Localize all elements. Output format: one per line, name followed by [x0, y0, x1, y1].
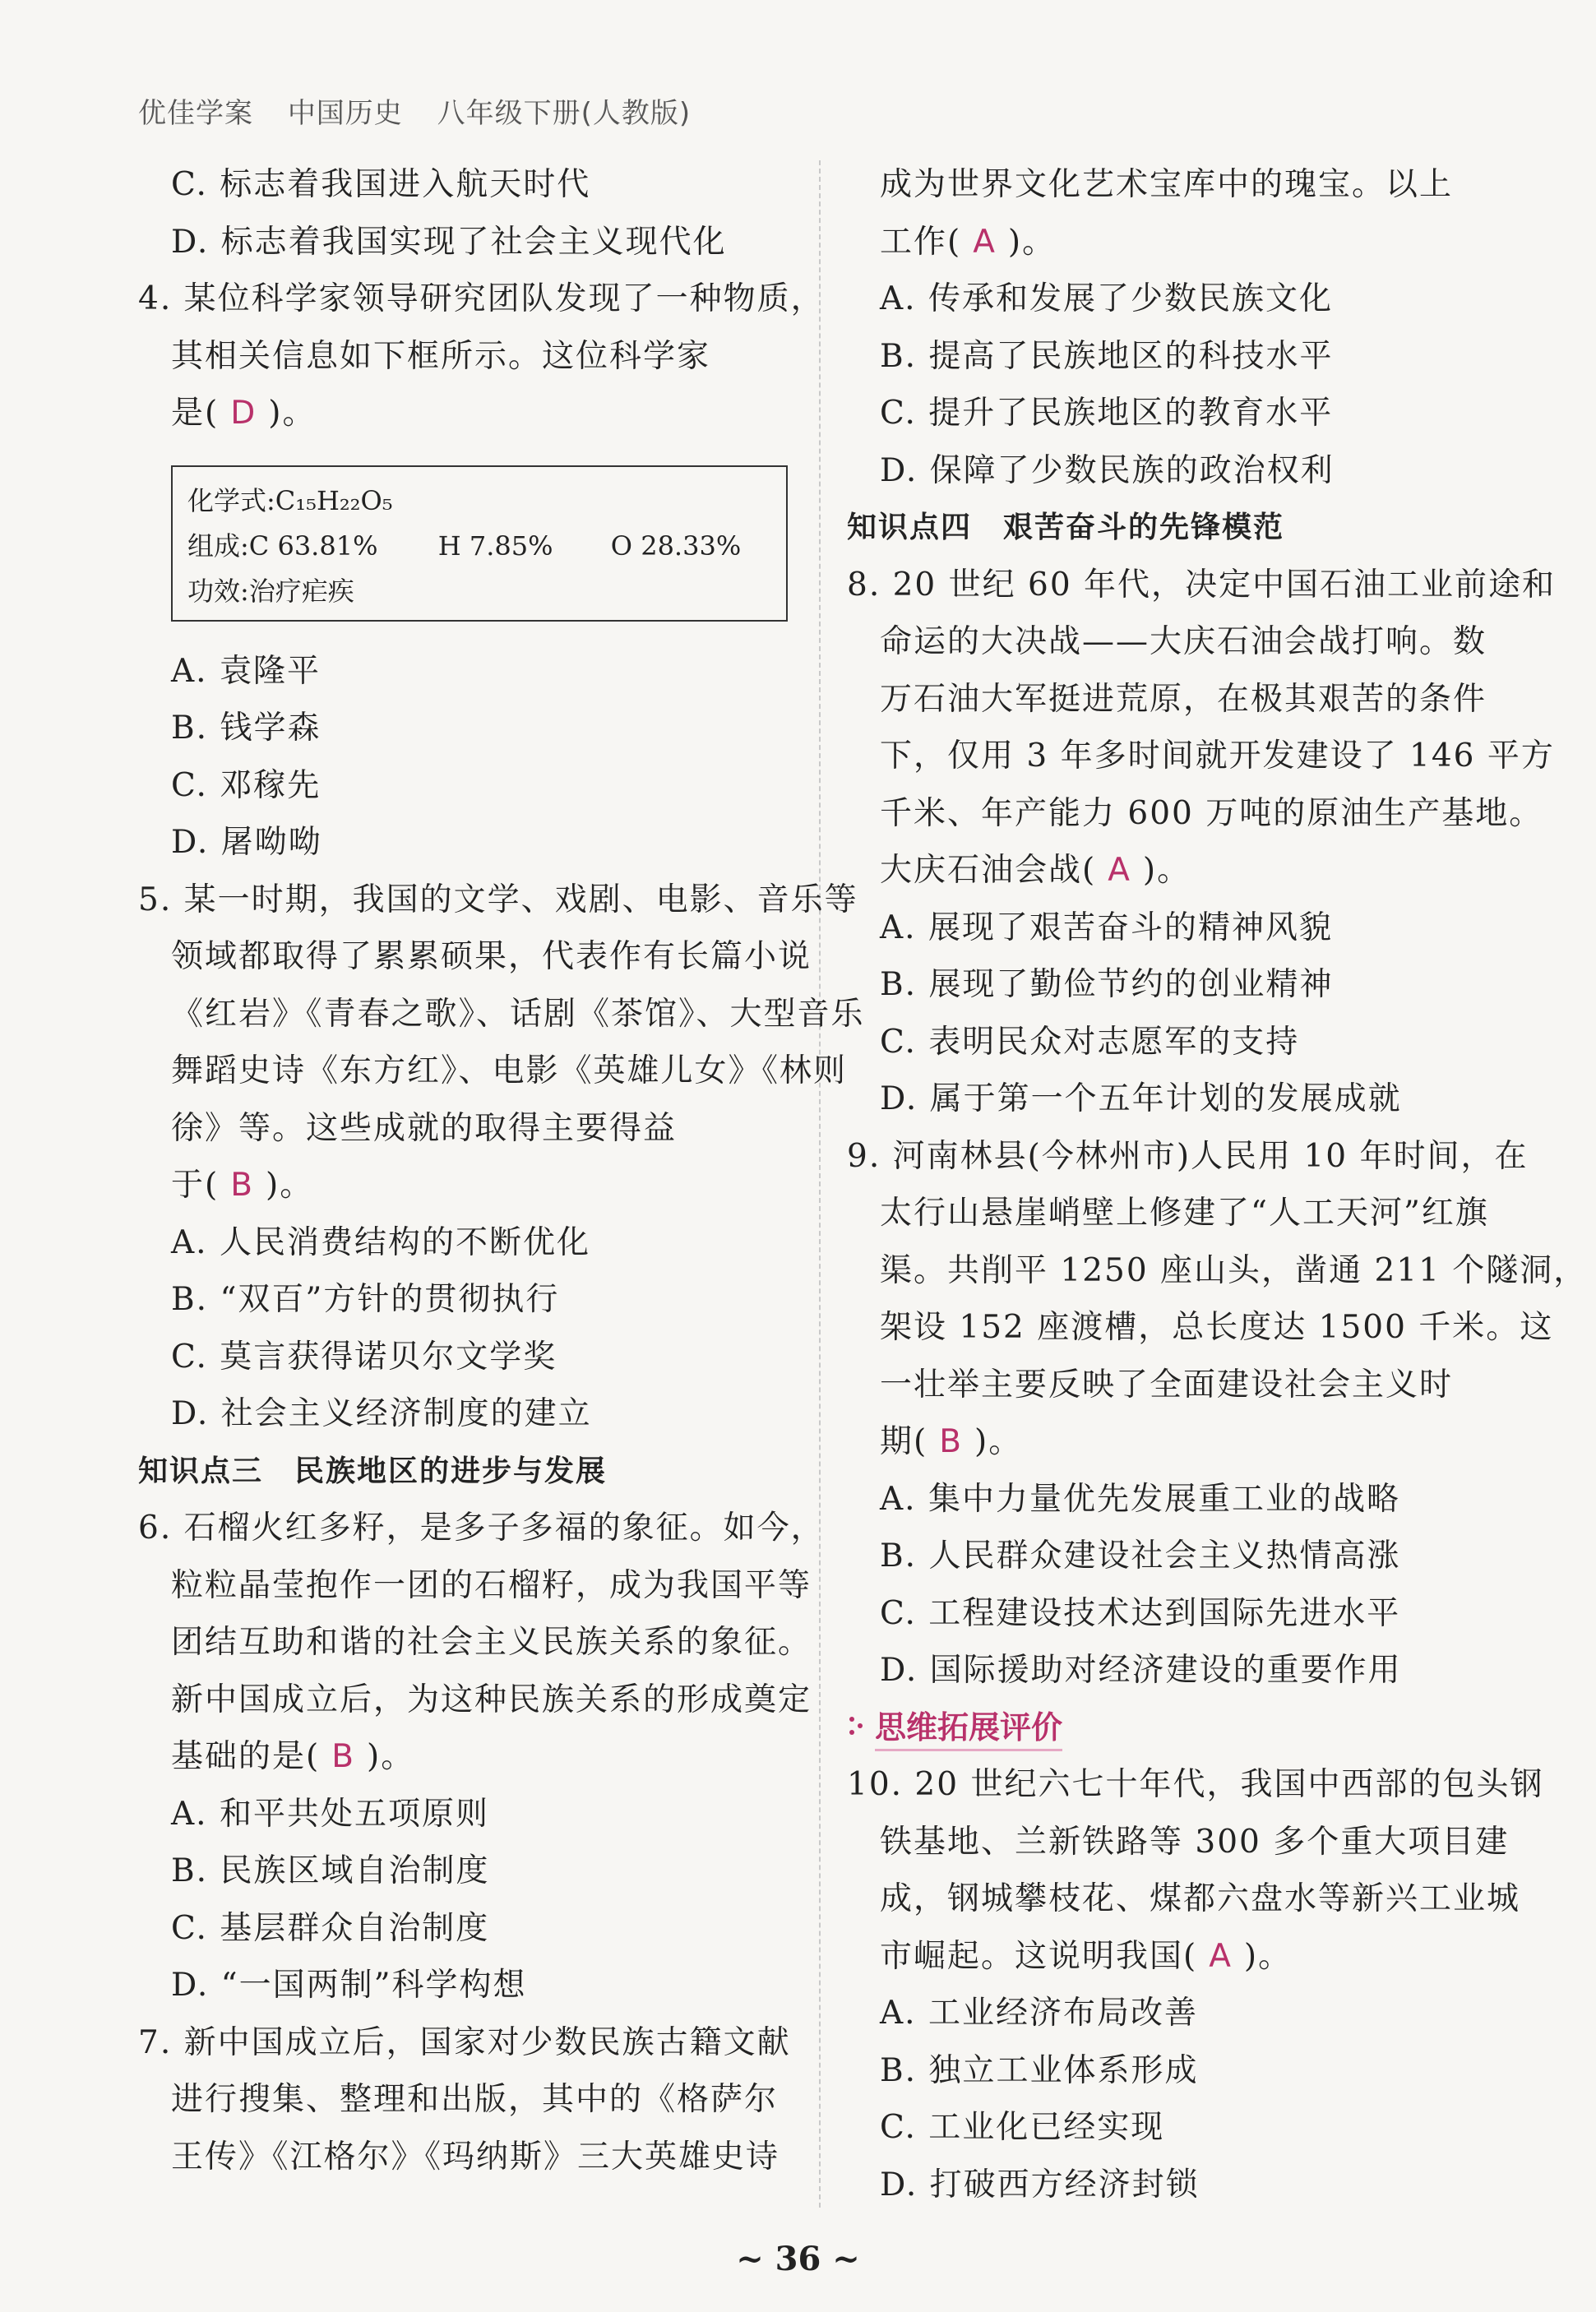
text-line — [847, 2099, 1505, 2157]
line-text: D. “一国两制”科学构想 — [171, 1967, 527, 2004]
section-heading — [138, 1443, 796, 1500]
line-text: B. 独立工业体系形成 — [880, 2051, 1199, 2089]
line-text: C. 标志着我国进入航天时代 — [171, 166, 591, 203]
text-line — [847, 1814, 1510, 1871]
text-line — [847, 1528, 1505, 1585]
section-heading — [847, 499, 1505, 557]
line-text: 6. 石榴火红多籽，是多子多福的象征。如今， — [138, 1510, 825, 1547]
oxygen-value: O 28.33% — [610, 529, 742, 562]
line-text: B. 展现了勤俭节约的创业精神 — [880, 966, 1334, 1003]
line-text: 渠。共削平 1250 座山头，凿通 211 个隧洞， — [880, 1251, 1588, 1289]
line-text: D. 属于第一个五年计划的发展成就 — [880, 1080, 1402, 1117]
line-text: 王传》《江格尔》《玛纳斯》三大英雄史诗 — [171, 2138, 780, 2176]
text-line — [138, 1271, 796, 1329]
text-line — [138, 757, 796, 815]
text-line — [138, 385, 796, 442]
line-text: 7. 新中国成立后，国家对少数民族古籍文献 — [138, 2023, 791, 2061]
effect-text: 功效:治疗疟疾 — [187, 575, 354, 607]
formula-label: 化学式: — [187, 484, 275, 516]
question-line — [138, 2014, 796, 2072]
text-line — [847, 1070, 1505, 1128]
text-line — [847, 328, 1505, 386]
text-line — [138, 1614, 812, 1672]
line-text: B. 人民群众建设社会主义热情高涨 — [880, 1537, 1401, 1574]
line-text: A. 和平共处五项原则 — [171, 1795, 489, 1833]
line-text: 于( — [171, 1167, 220, 1204]
composition-label: 组成: — [187, 529, 249, 562]
line-text: D. 打破西方经济封锁 — [880, 2166, 1200, 2203]
line-text: C. 表明民众对志愿军的支持 — [880, 1023, 1300, 1061]
answer-letter: B — [331, 1738, 355, 1775]
text-line — [847, 1985, 1505, 2042]
dots-icon — [847, 1714, 867, 1739]
text-line — [847, 1014, 1505, 1071]
line-text: 领域都取得了累累硕果，代表作有长篇小说 — [171, 938, 812, 975]
line-text: 《红岩》《青春之歌》、话剧《茶馆》、大型音乐 — [171, 995, 865, 1033]
text-line — [138, 814, 796, 872]
line-text: 4. 某位科学家领导研究团队发现了一种物质， — [138, 280, 825, 317]
page-number: ~ 36 ~ — [736, 2240, 860, 2278]
right-column — [847, 156, 1588, 2213]
line-text: B. 民族区域自治制度 — [171, 1852, 490, 1889]
text-line — [138, 700, 796, 757]
line-text: 5. 某一时期，我国的文学、戏剧、电影、音乐等 — [138, 881, 858, 918]
text-line — [847, 1928, 1505, 1986]
text-line — [847, 1870, 1521, 1928]
text-line — [138, 1100, 796, 1158]
line-text: 9. 河南林县(今林州市)人民用 10 年时间，在 — [847, 1137, 1529, 1175]
line-end: )。 — [1007, 223, 1057, 261]
left-column — [138, 156, 865, 2185]
text-line — [138, 2129, 796, 2186]
text-line — [847, 842, 1505, 899]
line-text: 团结互助和谐的社会主义民族关系的象征。 — [171, 1624, 812, 1661]
text-line — [847, 2157, 1505, 2214]
text-line — [847, 1357, 1505, 1414]
book-title: 优佳学案 — [138, 97, 253, 130]
text-line — [847, 671, 1505, 728]
answer-letter: A — [1209, 1937, 1233, 1975]
line-end: )。 — [366, 1738, 415, 1775]
line-text: 架设 152 座渡槽，总长度达 1500 千米。这 — [880, 1309, 1554, 1346]
question-line — [138, 271, 825, 328]
text-line — [847, 1185, 1505, 1242]
answer-letter: D — [230, 395, 257, 432]
line-text: 8. 20 世纪 60 年代，决定中国石油工业前途和 — [847, 566, 1557, 603]
text-line — [138, 2071, 796, 2129]
text-line — [847, 156, 1505, 214]
line-text: 千米、年产能力 600 万吨的原油生产基地。 — [880, 794, 1543, 832]
line-text: 知识点三 民族地区的进步与发展 — [138, 1454, 608, 1488]
line-text: B. “双百”方针的贯彻执行 — [171, 1281, 560, 1318]
line-text: 市崛起。这说明我国( — [880, 1937, 1198, 1975]
text-line — [138, 1672, 812, 1729]
text-line — [847, 1642, 1505, 1699]
text-line — [138, 1385, 796, 1443]
answer-letter: A — [1108, 852, 1131, 889]
text-line — [847, 271, 1505, 328]
line-end: )。 — [1142, 852, 1191, 889]
text-line — [847, 1471, 1505, 1528]
hydrogen-value: H 7.85% — [437, 529, 553, 562]
text-line — [847, 214, 1505, 271]
extension-heading-text: 思维拓展评价 — [875, 1709, 1062, 1751]
text-line — [847, 442, 1505, 500]
question-line — [847, 1756, 1544, 1814]
line-text: A. 人民消费结构的不断优化 — [171, 1223, 590, 1261]
text-line — [847, 899, 1505, 957]
line-text: D. 保障了少数民族的政治权利 — [880, 451, 1335, 489]
text-line — [847, 1299, 1554, 1357]
line-end: )。 — [265, 1167, 314, 1204]
line-text: 工作( — [880, 223, 962, 261]
line-text: 舞蹈史诗《东方红》、电影《英雄儿女》《林则 — [171, 1052, 848, 1089]
text-line — [847, 2042, 1505, 2100]
line-text: D. 屠呦呦 — [171, 824, 322, 861]
text-line — [138, 1786, 796, 1843]
line-text: C. 邓稼先 — [171, 766, 322, 804]
text-line — [138, 643, 796, 701]
line-text: 徐》等。这些成就的取得主要得益 — [171, 1109, 678, 1147]
text-line — [138, 156, 796, 214]
line-text: 一壮举主要反映了全面建设社会主义时 — [880, 1366, 1454, 1403]
text-line — [847, 728, 1555, 785]
answer-letter: A — [973, 223, 997, 261]
text-line — [847, 613, 1505, 671]
text-line — [138, 1728, 796, 1786]
line-text: B. 钱学森 — [171, 710, 322, 747]
line-text: A. 传承和发展了少数民族文化 — [880, 280, 1333, 317]
line-text: D. 国际援助对经济建设的重要作用 — [880, 1652, 1402, 1689]
text-line — [138, 928, 812, 986]
line-text: 下，仅用 3 年多时间就开发建设了 146 平方 — [880, 738, 1555, 775]
line-end: )。 — [268, 395, 317, 432]
answer-letter: B — [939, 1423, 963, 1460]
answer-letter: B — [230, 1167, 254, 1204]
line-text: 太行山悬崖峭壁上修建了“人工天河”红旗 — [880, 1195, 1489, 1232]
line-text: 基础的是( — [171, 1738, 321, 1775]
line-text: 期( — [880, 1423, 928, 1460]
text-line — [847, 1413, 1505, 1471]
line-text: A. 展现了艰苦奋斗的精神风貌 — [880, 909, 1333, 946]
text-line — [138, 214, 796, 271]
line-text: 新中国成立后，为这种民族关系的形成奠定 — [171, 1681, 812, 1718]
text-line — [847, 1585, 1505, 1643]
grade-title: 八年级下册(人教版) — [437, 97, 692, 130]
line-text: 其相关信息如下框所示。这位科学家 — [171, 337, 711, 375]
text-line — [138, 1329, 796, 1386]
line-text: A. 工业经济布局改善 — [880, 1995, 1198, 2032]
question-line — [847, 1128, 1529, 1186]
line-text: C. 工业化已经实现 — [880, 2109, 1165, 2146]
line-text: 大庆石油会战( — [880, 852, 1097, 889]
text-line — [138, 1843, 796, 1900]
column-divider — [819, 160, 821, 2208]
line-text: 进行搜集、整理和出版，其中的《格萨尔 — [171, 2081, 779, 2118]
line-text: 命运的大决战——大庆石油会战打响。数 — [880, 623, 1487, 660]
text-line — [138, 1957, 796, 2014]
text-line — [138, 1043, 848, 1100]
line-text: 粒粒晶莹抱作一团的石榴籽，成为我国平等 — [171, 1566, 812, 1604]
text-line — [847, 1242, 1588, 1300]
carbon-value: C 63.81% — [248, 529, 378, 562]
question-line — [138, 1500, 825, 1557]
text-line — [847, 956, 1505, 1014]
question-line — [138, 872, 858, 929]
text-line — [138, 328, 796, 386]
text-line — [847, 785, 1543, 843]
line-end: )。 — [974, 1423, 1023, 1460]
line-text: 成为世界文化艺术宝库中的瑰宝。以上 — [880, 166, 1454, 203]
formula: C₁₅H₂₂O₅ — [275, 484, 393, 516]
line-text: 知识点四 艰苦奋斗的先锋模范 — [847, 511, 1285, 544]
text-line — [847, 385, 1505, 442]
text-line — [138, 1214, 796, 1272]
line-text: 10. 20 世纪六七十年代，我国中西部的包头钢 — [847, 1766, 1544, 1803]
text-line — [138, 986, 865, 1043]
line-text: 铁基地、兰新铁路等 300 多个重大项目建 — [880, 1823, 1510, 1861]
line-text: 万石油大军挺进荒原，在极其艰苦的条件 — [880, 680, 1487, 718]
info-box — [171, 465, 788, 622]
line-text: C. 基层群众自治制度 — [171, 1909, 490, 1947]
extension-heading — [847, 1699, 1505, 1757]
text-line — [138, 1900, 796, 1958]
line-text: D. 社会主义经济制度的建立 — [171, 1395, 592, 1432]
line-text: A. 集中力量优先发展重工业的战略 — [880, 1480, 1400, 1518]
line-text: D. 标志着我国实现了社会主义现代化 — [171, 223, 727, 261]
text-line — [138, 1157, 796, 1214]
line-text: A. 袁隆平 — [171, 652, 321, 690]
line-text: C. 莫言获得诺贝尔文学奖 — [171, 1338, 557, 1376]
text-line — [138, 1557, 812, 1615]
line-text: 成，钢城攀枝花、煤都六盘水等新兴工业城 — [880, 1880, 1521, 1917]
line-end: )。 — [1243, 1937, 1293, 1975]
line-text: C. 提升了民族地区的教育水平 — [880, 395, 1334, 432]
question-line — [847, 557, 1557, 614]
running-header — [138, 90, 715, 131]
line-text: 是( — [171, 395, 220, 432]
line-text: B. 提高了民族地区的科技水平 — [880, 337, 1334, 375]
subject-title: 中国历史 — [287, 97, 403, 130]
line-text: C. 工程建设技术达到国际先进水平 — [880, 1594, 1401, 1632]
